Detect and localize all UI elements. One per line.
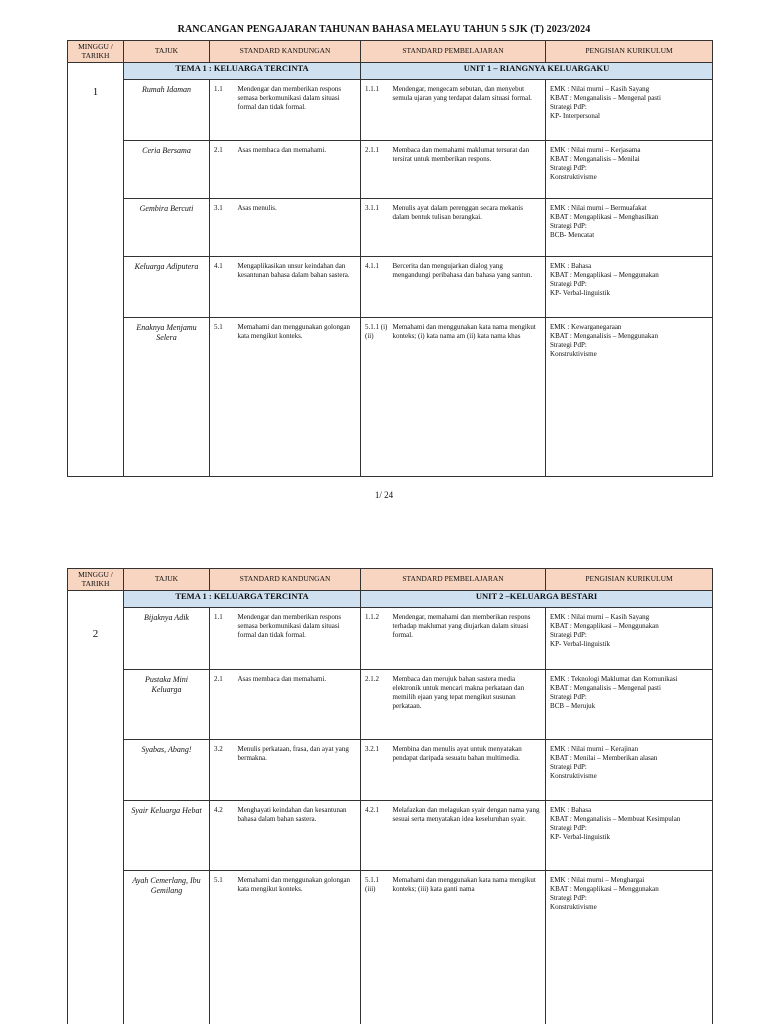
table-row bbox=[68, 318, 713, 477]
week-number: 2 bbox=[68, 591, 124, 1024]
sp-text: Mendengar, mengecam sebutan, dan menyebut semula ujaran yang terdapat dalam situasi formal. bbox=[391, 80, 546, 141]
header-standard-pembelajaran: STANDARD PEMBELAJARAN bbox=[361, 41, 546, 63]
pk-strategi: Strategi PdP: bbox=[550, 164, 587, 173]
pk-kbat: KBAT : Mengaplikasi – Menggunakan bbox=[550, 271, 659, 280]
pk-detail: BCB- Mencatat bbox=[550, 231, 595, 240]
sk-code: 3.1 bbox=[210, 199, 236, 257]
sk-text: Memahami dan menggunakan golongan kata mengikut konteks. bbox=[236, 871, 361, 1024]
sk-code: 4.2 bbox=[210, 801, 236, 871]
pk-detail: KP- Verbal-linguistik bbox=[550, 289, 610, 298]
pengisian-cell bbox=[546, 871, 713, 1024]
sk-code: 5.1 bbox=[210, 871, 236, 1024]
sp-code: 2.1.2 bbox=[361, 670, 391, 740]
pk-detail: KP- Verbal-linguistik bbox=[550, 640, 610, 649]
sk-text: Mendengar dan memberikan respons semasa berkomunikasi dalam situasi formal dan tidak formal. bbox=[236, 80, 361, 141]
pk-emk: EMK : Nilai murni – Menghargai bbox=[550, 876, 645, 884]
sp-code: 5.1.1 (i)(ii) bbox=[361, 318, 391, 477]
sp-text: Mendengar, memahami dan memberikan respons terhadap maklumat yang diujarkan dalam situasi formal. bbox=[391, 608, 546, 670]
sp-code: 2.1.1 bbox=[361, 141, 391, 199]
sp-text: Memahami dan menggunakan kata nama mengikut konteks; (iii) kata ganti nama bbox=[391, 871, 546, 1024]
lesson-plan-table-week-2 bbox=[67, 568, 713, 1024]
sk-text: Mengaplikasikan unsur keindahan dan kesantunan bahasa dalam bahan sastera. bbox=[236, 257, 361, 318]
table-row bbox=[68, 80, 713, 141]
pk-kbat: KBAT : Menilai – Memberikan alasan bbox=[550, 754, 658, 763]
sk-text: Asas membaca dan memahami. bbox=[236, 670, 361, 740]
sp-code: 5.1.1 (iii) bbox=[361, 871, 391, 1024]
pk-emk: EMK : Bahasa bbox=[550, 806, 592, 814]
pk-strategi: Strategi PdP: bbox=[550, 763, 587, 772]
pk-kbat: KBAT : Mengaplikasi – Menggunakan bbox=[550, 885, 659, 894]
table-row bbox=[68, 257, 713, 318]
sp-text: Melafazkan dan melagukan syair dengan nama yang sesuai serta menyatakan idea keseluruhan syair. bbox=[391, 801, 546, 871]
pk-detail: Konstruktivisme bbox=[550, 903, 597, 912]
pengisian-cell bbox=[546, 318, 713, 477]
header-pengisian-kurikulum: PENGISIAN KURIKULUM bbox=[546, 41, 713, 63]
pk-detail: Konstruktivisme bbox=[550, 173, 597, 182]
sp-text: Membaca dan memahami maklumat tersurat dan tersirat untuk memberikan respons. bbox=[391, 141, 546, 199]
header-pengisian-kurikulum: PENGISIAN KURIKULUM bbox=[546, 569, 713, 591]
pk-emk: EMK : Nilai murni – Kasih Sayang bbox=[550, 613, 650, 621]
pk-emk: EMK : Kewarganegaraan bbox=[550, 323, 622, 331]
pk-kbat: KBAT : Mengaplikasi – Menghasilkan bbox=[550, 213, 659, 222]
sk-text: Memahami dan menggunakan golongan kata mengikut konteks. bbox=[236, 318, 361, 477]
pengisian-cell bbox=[546, 141, 713, 199]
tajuk-cell: Pustaka Mini Keluarga bbox=[124, 670, 210, 740]
pk-emk: EMK : Nilai murni – Kasih Sayang bbox=[550, 85, 650, 93]
pk-strategi: Strategi PdP: bbox=[550, 103, 587, 112]
sp-code: 3.1.1 bbox=[361, 199, 391, 257]
sp-text: Bercerita dan mengujarkan dialog yang mengandungi peribahasa dan bahasa yang santun. bbox=[391, 257, 546, 318]
pk-kbat: KBAT : Menganalisis – Mengenal pasti bbox=[550, 94, 661, 103]
tajuk-cell: Ceria Bersama bbox=[124, 141, 210, 199]
pengisian-cell bbox=[546, 740, 713, 801]
pk-detail: KP- Verbal-linguistik bbox=[550, 833, 610, 842]
sp-code: 4.2.1 bbox=[361, 801, 391, 871]
pk-detail: Konstruktivisme bbox=[550, 772, 597, 781]
table-row bbox=[68, 801, 713, 871]
header-minggu: MINGGU / TARIKH bbox=[68, 41, 124, 63]
tajuk-cell: Keluarga Adiputera bbox=[124, 257, 210, 318]
sk-text: Menulis perkataan, frasa, dan ayat yang bermakna. bbox=[236, 740, 361, 801]
header-tajuk: TAJUK bbox=[124, 569, 210, 591]
unit-label: UNIT 1 – RIANGNYA KELUARGAKU bbox=[361, 63, 713, 80]
header-standard-kandungan: STANDARD KANDUNGAN bbox=[210, 569, 361, 591]
pk-kbat: KBAT : Menganalisis – Menilai bbox=[550, 155, 640, 164]
pk-strategi: Strategi PdP: bbox=[550, 341, 587, 350]
sk-code: 5.1 bbox=[210, 318, 236, 477]
pk-emk: EMK : Nilai murni – Bermuafakat bbox=[550, 204, 647, 212]
pk-emk: EMK : Nilai murni – Kerjasama bbox=[550, 146, 641, 154]
week-number: 1 bbox=[68, 63, 124, 477]
header-standard-kandungan: STANDARD KANDUNGAN bbox=[210, 41, 361, 63]
sk-text: Asas membaca dan memahami. bbox=[236, 141, 361, 199]
sk-text: Mendengar dan memberikan respons semasa berkomunikasi dalam situasi formal dan tidak formal. bbox=[236, 608, 361, 670]
tajuk-cell: Bijaknya Adik bbox=[124, 608, 210, 670]
pk-strategi: Strategi PdP: bbox=[550, 222, 587, 231]
pk-kbat: KBAT : Mengaplikasi – Menggunakan bbox=[550, 622, 659, 631]
sk-code: 3.2 bbox=[210, 740, 236, 801]
sp-code: 4.1.1 bbox=[361, 257, 391, 318]
table-row bbox=[68, 199, 713, 257]
header-minggu: MINGGU / TARIKH bbox=[68, 569, 124, 591]
pk-emk: EMK : Nilai murni – Kerajinan bbox=[550, 745, 639, 753]
tajuk-cell: Syair Keluarga Hebat bbox=[124, 801, 210, 871]
sp-text: Membaca dan merujuk bahan sastera media elektronik untuk mencari makna perkataan dan memilih ejaan yang tepat mengikut susunan perkataan. bbox=[391, 670, 546, 740]
table-row bbox=[68, 740, 713, 801]
tajuk-cell: Ayah Cemerlang, Ibu Gemilang bbox=[124, 871, 210, 1024]
sp-code: 1.1.2 bbox=[361, 608, 391, 670]
pengisian-cell bbox=[546, 80, 713, 141]
table-header-row bbox=[68, 569, 713, 591]
unit-label: UNIT 2 –KELUARGA BESTARI bbox=[361, 591, 713, 608]
sk-code: 4.1 bbox=[210, 257, 236, 318]
pengisian-cell bbox=[546, 199, 713, 257]
theme-row bbox=[68, 63, 713, 80]
header-tajuk: TAJUK bbox=[124, 41, 210, 63]
sp-text: Menulis ayat dalam perenggan secara mekanis dalam bentuk tulisan berangkai. bbox=[391, 199, 546, 257]
pengisian-cell bbox=[546, 801, 713, 871]
document-title: RANCANGAN PENGAJARAN TAHUNAN BAHASA MELAYU TAHUN 5 SJK (T) 2023/2024 bbox=[177, 24, 591, 35]
table-header-row bbox=[68, 41, 713, 63]
lesson-plan-table-week-1 bbox=[67, 40, 713, 477]
pk-strategi: Strategi PdP: bbox=[550, 280, 587, 289]
sp-text: Membina dan menulis ayat untuk menyatakan pendapat daripada sesuatu bahan multimedia. bbox=[391, 740, 546, 801]
tajuk-cell: Rumah Idaman bbox=[124, 80, 210, 141]
table-row bbox=[68, 670, 713, 740]
pengisian-cell bbox=[546, 257, 713, 318]
theme-label: TEMA 1 : KELUARGA TERCINTA bbox=[124, 63, 361, 80]
pk-kbat: KBAT : Menganalisis – Membuat Kesimpulan bbox=[550, 815, 681, 824]
table-row bbox=[68, 871, 713, 1024]
sp-code: 1.1.1 bbox=[361, 80, 391, 141]
pengisian-cell bbox=[546, 670, 713, 740]
pk-detail: Konstruktivisme bbox=[550, 350, 597, 359]
header-standard-pembelajaran: STANDARD PEMBELAJARAN bbox=[361, 569, 546, 591]
pk-strategi: Strategi PdP: bbox=[550, 894, 587, 903]
sk-code: 2.1 bbox=[210, 141, 236, 199]
pk-kbat: KBAT : Menganalisis – Mengenal pasti bbox=[550, 684, 661, 693]
sk-text: Asas menulis. bbox=[236, 199, 361, 257]
sk-text: Menghayati keindahan dan kesantunan bahasa dalam bahan sastera. bbox=[236, 801, 361, 871]
sp-text: Memahami dan menggunakan kata nama mengikut konteks; (i) kata nama am (ii) kata nama khas bbox=[391, 318, 546, 477]
pengisian-cell bbox=[546, 608, 713, 670]
page-number: 1/ 24 bbox=[374, 490, 394, 500]
tajuk-cell: Enaknya Menjamu Selera bbox=[124, 318, 210, 477]
sk-code: 1.1 bbox=[210, 80, 236, 141]
pk-strategi: Strategi PdP: bbox=[550, 824, 587, 833]
pk-detail: BCB – Merujuk bbox=[550, 702, 596, 711]
pk-emk: EMK : Teknologi Maklumat dan Komunikasi bbox=[550, 675, 678, 683]
sk-code: 2.1 bbox=[210, 670, 236, 740]
theme-label: TEMA 1 : KELUARGA TERCINTA bbox=[124, 591, 361, 608]
tajuk-cell: Gembira Bercuti bbox=[124, 199, 210, 257]
tajuk-cell: Syabas, Abang! bbox=[124, 740, 210, 801]
pk-detail: KP- Interpersonal bbox=[550, 112, 600, 121]
table-row bbox=[68, 608, 713, 670]
pk-strategi: Strategi PdP: bbox=[550, 631, 587, 640]
theme-row bbox=[68, 591, 713, 608]
sk-code: 1.1 bbox=[210, 608, 236, 670]
pk-kbat: KBAT : Menganalisis – Menggunakan bbox=[550, 332, 659, 341]
pk-strategi: Strategi PdP: bbox=[550, 693, 587, 702]
sp-code: 3.2.1 bbox=[361, 740, 391, 801]
pk-emk: EMK : Bahasa bbox=[550, 262, 592, 270]
table-row bbox=[68, 141, 713, 199]
